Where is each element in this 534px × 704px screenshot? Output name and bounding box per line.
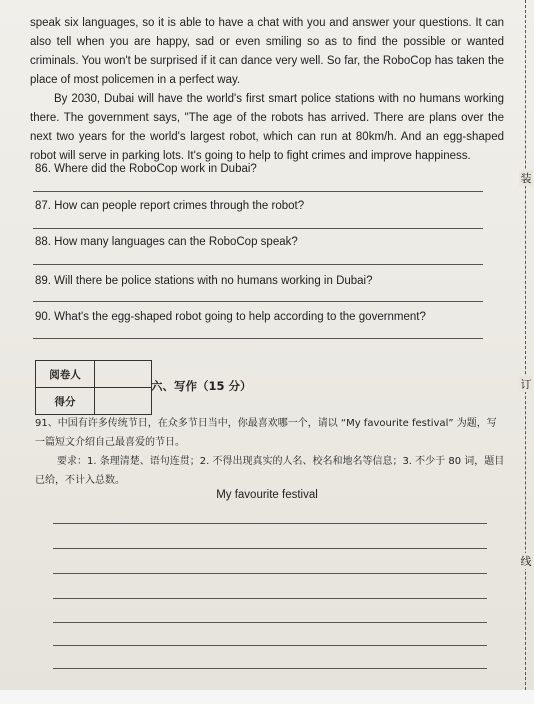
answer-line-86[interactable] (33, 191, 483, 192)
passage-paragraph-1: speak six languages, so it is able to have a chat with you and answer your questions. It can also tell when you are happy, sad or even smiling so as to find the possible or wanted criminals. You won't be surprised if it can dance very well. So far, the RoboCop has taken the place of most policemen in a perfect way. (30, 17, 504, 86)
binding-mark-ding: 订 (520, 378, 532, 391)
essay-line[interactable] (53, 573, 487, 574)
answer-line-90[interactable] (33, 338, 483, 339)
score-label: 得分 (36, 388, 95, 415)
answer-line-89[interactable] (33, 301, 483, 302)
binding-line (525, 0, 526, 690)
question-86: 86. Where did the RoboCop work in Dubai? (35, 163, 257, 175)
answer-line-88[interactable] (33, 264, 483, 265)
bottom-margin (0, 690, 534, 704)
grader-table (35, 360, 152, 415)
answer-line-87[interactable] (33, 228, 483, 229)
essay-line[interactable] (53, 622, 487, 623)
essay-line[interactable] (53, 523, 487, 524)
section-title: 六、写作（15 分） (151, 379, 252, 393)
essay-title: My favourite festival (216, 489, 318, 501)
writing-prompt: 91、中国有许多传统节日，在众多节日当中，你最喜欢哪一个，请以 “My favourite festival” 为题，写一篇短文介绍自己最喜爱的节日。 (35, 418, 497, 448)
reviewer-box[interactable] (95, 361, 152, 388)
binding-mark-zhuang: 装 (520, 172, 532, 185)
score-box[interactable] (95, 388, 152, 415)
passage-paragraph-2: By 2030, Dubai will have the world's first smart police stations with no humans working there. The government says, "The age of the robots has arrived. There are plans over the next two years for the world's largest robot, which can run at 80km/h. And an egg-shaped robot will serve in parking lots. It's going to help to fight crimes and improve happiness. (30, 93, 504, 162)
writing-requirements: 要求：1. 条理清楚、语句连贯；2. 不得出现真实的人名、校名和地名等信息；3. 不少于 80 词，题目已给，不计入总数。 (35, 456, 505, 486)
binding-mark-xian: 线 (520, 555, 532, 568)
essay-line[interactable] (53, 668, 487, 669)
reviewer-label: 阅卷人 (36, 361, 95, 388)
question-88: 88. How many languages can the RoboCop speak? (35, 236, 298, 248)
question-89: 89. Will there be police stations with no humans working in Dubai? (35, 275, 373, 287)
essay-line[interactable] (53, 645, 487, 646)
essay-line[interactable] (53, 598, 487, 599)
question-90: 90. What's the egg-shaped robot going to help according to the government? (35, 311, 426, 323)
question-87: 87. How can people report crimes through the robot? (35, 200, 305, 212)
essay-line[interactable] (53, 548, 487, 549)
